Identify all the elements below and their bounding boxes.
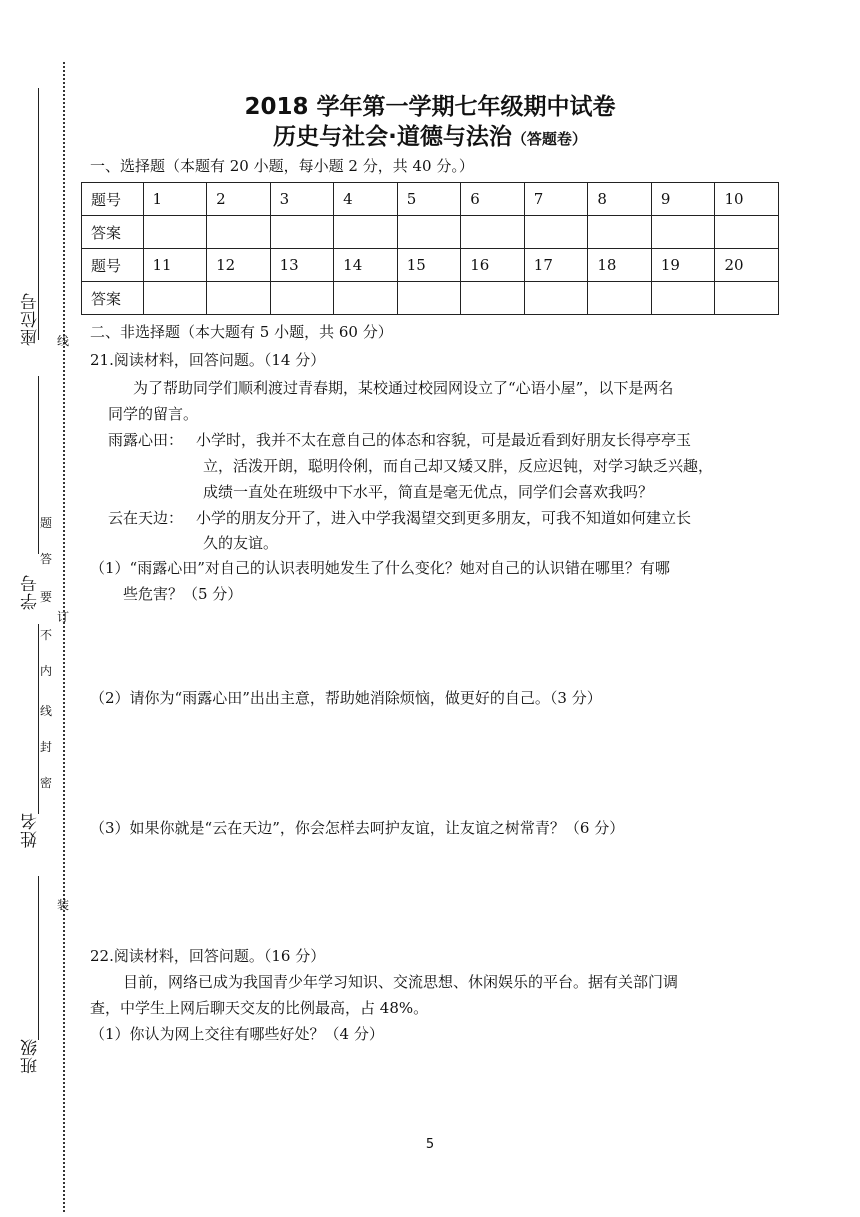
- q21-msg1-line3: 成绩一直处在班级中下水平，简直是毫无优点，同学们会喜欢我吗？: [203, 483, 654, 501]
- class-label: 班级: [21, 1038, 41, 1074]
- answer-cell[interactable]: [334, 282, 398, 315]
- answer-cell[interactable]: [524, 216, 588, 249]
- seat-number-label: 座位号: [21, 292, 41, 346]
- answer-cell[interactable]: [334, 216, 398, 249]
- question-number: 11: [143, 249, 207, 282]
- zhuang-mark: 装: [56, 898, 69, 912]
- question-number: 14: [334, 249, 398, 282]
- section1-heading: 一、选择题（本题有 20 小题，每小题 2 分，共 40 分。）: [90, 157, 474, 175]
- notice-char-bu: 不: [39, 628, 52, 642]
- binding-dotted-line: [63, 62, 65, 1212]
- question-number: 10: [715, 183, 779, 216]
- question-number: 18: [588, 249, 652, 282]
- answer-cell[interactable]: [461, 216, 525, 249]
- answer-cell[interactable]: [270, 216, 334, 249]
- answer-cell[interactable]: [524, 282, 588, 315]
- answer-cell[interactable]: [461, 282, 525, 315]
- q21-msg2-line1: 小学的朋友分开了，进入中学我渴望交到更多朋友，可我不知道如何建立长: [196, 509, 692, 527]
- q21-msg1-line1: 小学时，我并不太在意自己的体态和容貌，可是最近看到好朋友长得亭亭玉: [196, 431, 692, 449]
- question-number: 6: [461, 183, 525, 216]
- answer-sheet-note: （答题卷）: [511, 130, 587, 148]
- answer-cell[interactable]: [270, 282, 334, 315]
- q21-sub1-line2: 些危害？（5 分）: [123, 585, 243, 603]
- q21-intro-line2: 同学的留言。: [108, 405, 199, 423]
- notice-char-xian: 线: [39, 704, 52, 718]
- answer-grid: [81, 182, 779, 315]
- notice-char-ti: 题: [39, 516, 52, 530]
- q21-intro-line1: 为了帮助同学们顺利渡过青春期，某校通过校园网设立了“心语小屋”，以下是两名: [133, 379, 674, 397]
- q21-sub1-line1: （1）“雨露心田”对自己的认识表明她发生了什么变化？她对自己的认识错在哪里？有哪: [90, 559, 670, 577]
- class-write-line: [38, 876, 39, 1040]
- question-number: 17: [524, 249, 588, 282]
- question-number: 5: [397, 183, 461, 216]
- table-row: [82, 216, 779, 249]
- answer-cell[interactable]: [397, 282, 461, 315]
- question-number: 8: [588, 183, 652, 216]
- q21-title: 21.阅读材料，回答问题。（14 分）: [90, 351, 326, 369]
- question-number: 16: [461, 249, 525, 282]
- answer-cell[interactable]: [207, 216, 271, 249]
- q21-msg1-name: 雨露心田：: [108, 431, 184, 449]
- xian-mark: 线: [56, 334, 69, 348]
- ding-mark: 订: [56, 610, 69, 624]
- subject-name: 历史与社会·道德与法治: [273, 124, 512, 150]
- answer-cell[interactable]: [715, 216, 779, 249]
- row-label-answer: 答案: [82, 216, 144, 249]
- question-number: 4: [334, 183, 398, 216]
- exam-title: 2018 学年第一学期七年级期中试卷: [244, 94, 616, 120]
- answer-cell[interactable]: [207, 282, 271, 315]
- q22-line1: 目前，网络已成为我国青少年学习知识、交流思想、休闲娱乐的平台。据有关部门调: [123, 973, 679, 991]
- exam-subtitle: [0, 118, 860, 151]
- answer-cell[interactable]: [143, 216, 207, 249]
- answer-cell[interactable]: [715, 282, 779, 315]
- answer-cell[interactable]: [651, 282, 715, 315]
- q22-title: 22.阅读材料，回答问题。（16 分）: [90, 947, 326, 965]
- row-label-answer: 答案: [82, 282, 144, 315]
- q21-sub2: （2）请你为“雨露心田”出出主意，帮助她消除烦恼，做更好的自己。（3 分）: [90, 689, 602, 707]
- notice-char-feng: 封: [39, 740, 52, 754]
- row-label-number: 题号: [82, 183, 144, 216]
- q21-sub3: （3）如果你就是“云在天边”，你会怎样去呵护友谊，让友谊之树常青？（6 分）: [90, 819, 625, 837]
- notice-char-da: 答: [39, 552, 52, 566]
- table-row: [82, 183, 779, 216]
- question-number: 1: [143, 183, 207, 216]
- q21-msg2-name: 云在天边：: [108, 509, 184, 527]
- student-id-label: 学号: [21, 574, 41, 610]
- question-number: 19: [651, 249, 715, 282]
- notice-char-yao: 要: [39, 590, 52, 604]
- question-number: 12: [207, 249, 271, 282]
- q22-line2: 查，中学生上网后聊天交友的比例最高，占 48%。: [90, 999, 429, 1017]
- q21-msg2-line2: 久的友谊。: [203, 534, 279, 552]
- section2-heading: 二、非选择题（本大题有 5 小题，共 60 分）: [90, 323, 393, 341]
- question-number: 7: [524, 183, 588, 216]
- question-number: 9: [651, 183, 715, 216]
- notice-char-mi: 密: [39, 776, 52, 790]
- name-label: 姓名: [21, 812, 41, 848]
- table-row: [82, 249, 779, 282]
- question-number: 15: [397, 249, 461, 282]
- question-number: 3: [270, 183, 334, 216]
- q21-msg1-line2: 立，活泼开朗，聪明伶俐，而自己却又矮又胖，反应迟钝，对学习缺乏兴趣，: [203, 457, 714, 475]
- question-number: 20: [715, 249, 779, 282]
- row-label-number: 题号: [82, 249, 144, 282]
- question-number: 2: [207, 183, 271, 216]
- table-row: [82, 282, 779, 315]
- answer-cell[interactable]: [588, 282, 652, 315]
- answer-cell[interactable]: [143, 282, 207, 315]
- answer-cell[interactable]: [397, 216, 461, 249]
- answer-cell[interactable]: [588, 216, 652, 249]
- q22-sub1: （1）你认为网上交往有哪些好处？（4 分）: [90, 1025, 384, 1043]
- notice-char-nei: 内: [39, 664, 52, 678]
- page-number: 5: [425, 1137, 435, 1152]
- answer-cell[interactable]: [651, 216, 715, 249]
- question-number: 13: [270, 249, 334, 282]
